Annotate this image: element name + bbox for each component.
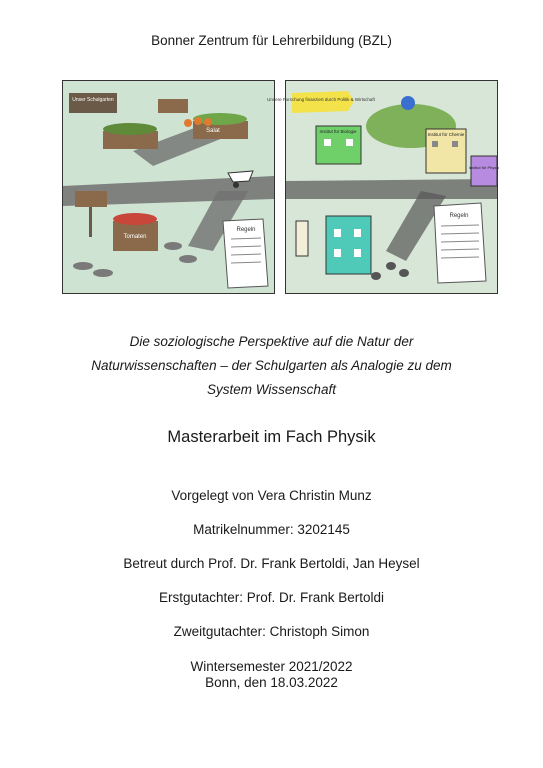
thesis-title-line-2: Naturwissenschaften – der Schulgarten als Analogie zu dem	[91, 358, 452, 373]
garden-sign-tomaten: Tomaten	[123, 234, 147, 240]
author-line: Vorgelegt von Vera Christin Munz	[171, 488, 372, 503]
school-garden-illustration	[62, 80, 275, 294]
first-examiner: Erstgutachter: Prof. Dr. Frank Bertoldi	[158, 590, 385, 605]
building-label-chemistry: Institut für Chemie	[427, 132, 465, 137]
city-banner: Unsere Forschung finanziert durch Politik & Wirtschaft	[267, 97, 375, 102]
second-examiner: Zweitgutachter: Christoph Simon	[173, 624, 370, 639]
matriculation-number: Matrikelnummer: 3202145	[193, 522, 350, 537]
building-label-biology: Institut für Biologie	[319, 129, 357, 134]
degree-label: Masterarbeit im Fach Physik	[167, 428, 376, 446]
institution-name: Bonner Zentrum für Lehrerbildung (BZL)	[151, 33, 392, 48]
semester-line: Wintersemester 2021/2022	[190, 659, 353, 674]
building-label-physics: Institut für Physik	[468, 165, 500, 170]
supervisors-line: Betreut durch Prof. Dr. Frank Bertoldi, Jan Heysel	[123, 556, 420, 571]
garden-sign-salat: Salat	[206, 128, 220, 134]
city-scroll-heading: Regeln	[449, 213, 469, 219]
place-date-line: Bonn, den 18.03.2022	[205, 675, 338, 690]
science-city-illustration	[267, 80, 500, 294]
garden-scroll-heading: Regeln	[236, 227, 256, 233]
garden-sign-main: Unser Schulgarten	[72, 97, 114, 103]
thesis-title-line-3: System Wissenschaft	[207, 382, 336, 397]
thesis-title-line-1: Die soziologische Perspektive auf die Natur der	[129, 334, 414, 349]
